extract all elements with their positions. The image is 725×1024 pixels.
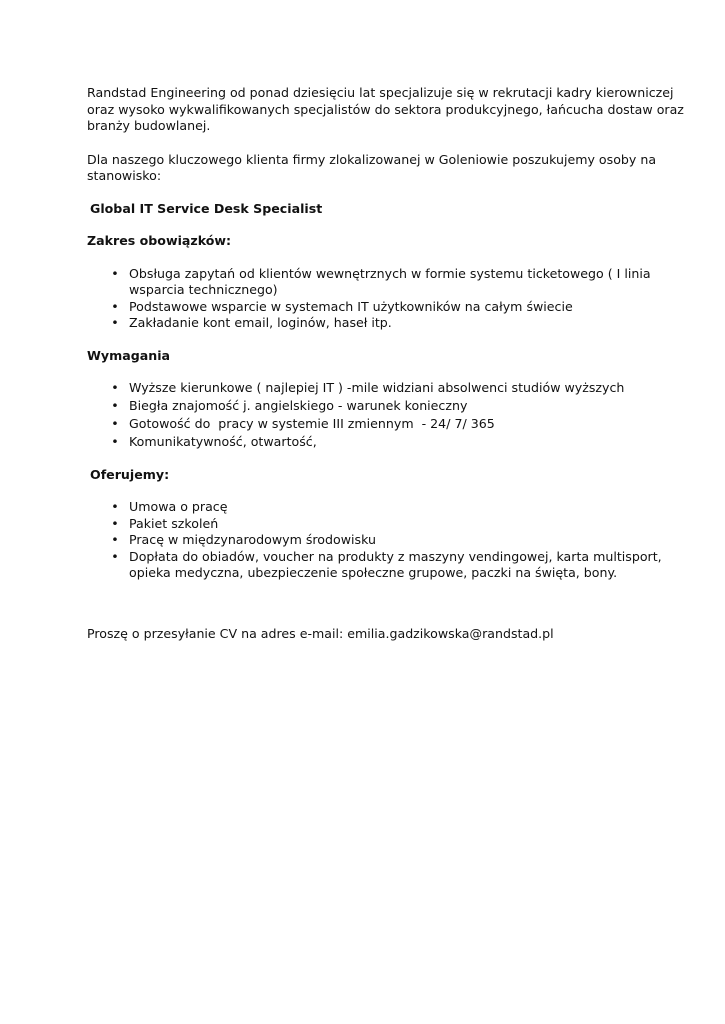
list-item-text: Dopłata do obiadów, voucher na produkty z maszyny vendingowej, karta multisport, opieka medyczna, ubezpieczenie społeczne grupowe, paczki na święta, bony.: [129, 548, 662, 580]
client-paragraph: Dla naszego kluczowego klienta firmy zlokalizowanej w Goleniowie poszukujemy osoby na stanowisko:: [87, 151, 657, 183]
requirements-list: [87, 380, 697, 451]
section-title-responsibilities: Zakres obowiązków:: [87, 233, 232, 248]
bullet-icon: •: [111, 416, 119, 431]
list-item-text: Biegła znajomość j. angielskiego - warunek konieczny: [129, 398, 468, 413]
job-title: Global IT Service Desk Specialist: [90, 200, 323, 216]
section-title-requirements: Wymagania: [87, 347, 171, 363]
bullet-icon: •: [111, 298, 119, 314]
list-item: [87, 266, 697, 299]
list-item: [87, 398, 697, 415]
list-item: [87, 299, 697, 316]
list-item-text: Obsługa zapytań od klientów wewnętrznych w formie systemu ticketowego ( I linia wsparcia technicznego): [129, 265, 651, 297]
bullet-icon: •: [111, 380, 119, 395]
bullet-icon: •: [111, 315, 119, 330]
list-item-text: Umowa o pracę: [129, 499, 228, 514]
contact-line: Proszę o przesyłanie CV na adres e-mail: emilia.gadzikowska@randstad.pl: [87, 625, 554, 641]
list-item-text: Podstawowe wsparcie w systemach IT użytkowników na całym świecie: [129, 298, 573, 314]
list-item: [87, 416, 697, 433]
list-item: [87, 380, 697, 397]
bullet-icon: •: [111, 434, 119, 449]
list-item: [87, 516, 697, 533]
offer-list: [87, 499, 697, 582]
list-item: [87, 434, 697, 451]
list-item-text: Zakładanie kont email, loginów, haseł itp.: [129, 315, 392, 330]
bullet-icon: •: [111, 548, 119, 564]
list-item-text: Komunikatywność, otwartość,: [129, 434, 317, 449]
bullet-icon: •: [111, 265, 119, 281]
list-item: [87, 315, 697, 332]
list-item: [87, 499, 697, 516]
list-item: [87, 549, 697, 582]
section-title-offer: Oferujemy:: [90, 466, 170, 482]
list-item: [87, 532, 697, 549]
list-item-text: Pakiet szkoleń: [129, 515, 219, 531]
list-item-text: Gotowość do pracy w systemie III zmiennym - 24/ 7/ 365: [129, 416, 495, 431]
bullet-icon: •: [111, 398, 119, 413]
bullet-icon: •: [111, 532, 119, 547]
list-item-text: Wyższe kierunkowe ( najlepiej IT ) -mile widziani absolwenci studiów wyższych: [129, 380, 625, 395]
intro-paragraph: Randstad Engineering od ponad dziesięciu lat specjalizuje się w rekrutacji kadry kierowniczej oraz wysoko wykwalifikowanych specjalistów do sektora produkcyjnego, łańcucha dostaw oraz branży budowlanej.: [87, 85, 684, 133]
document-page: [87, 85, 697, 642]
list-item-text: Pracę w międzynarodowym środowisku: [129, 532, 376, 547]
bullet-icon: •: [111, 515, 119, 531]
bullet-icon: •: [111, 499, 119, 514]
responsibilities-list: [87, 266, 697, 332]
